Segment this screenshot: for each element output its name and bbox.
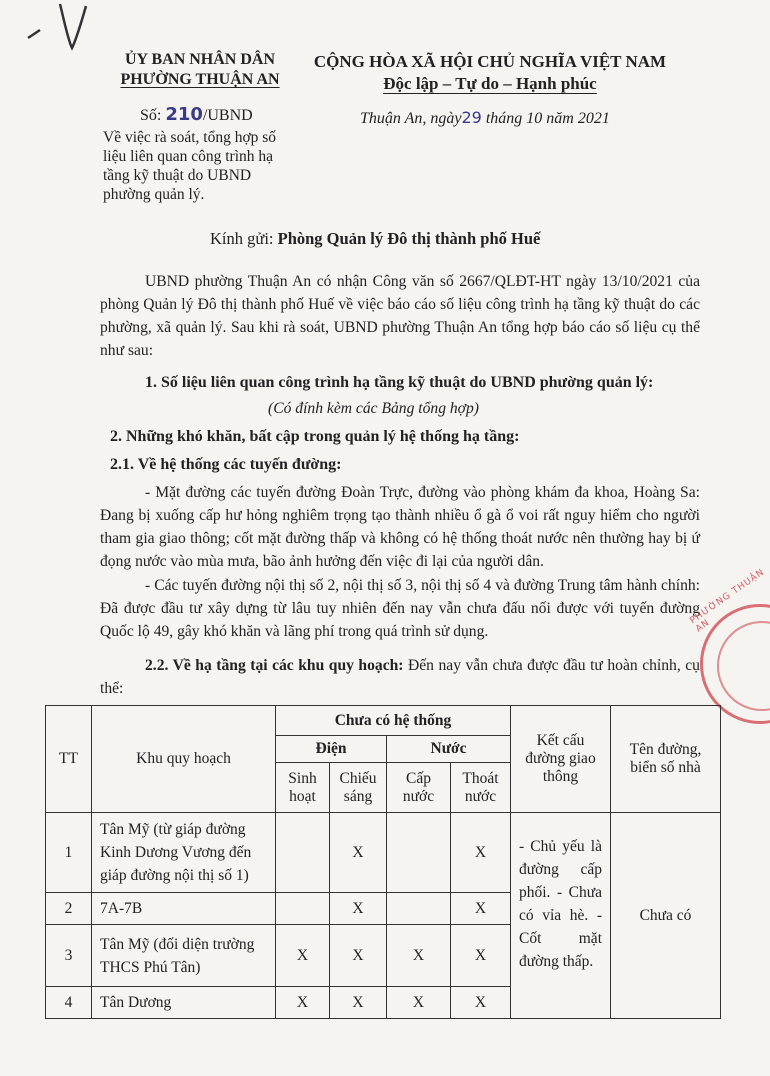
- section21-paragraph2: - Các tuyến đường nội thị số 2, nội thị số 3, nội thị số 4 và đường Trung tâm hành chính: Đã được đầu tư xây dựng từ lâu tuy nhiên đến nay vẫn chưa đấu nối được với tuyến đường Quốc lộ 49, gây khó khăn và lãng phí trong quá trình sử dụng.: [100, 577, 700, 640]
- header-tt: TT: [46, 706, 92, 813]
- place-date: [360, 108, 610, 128]
- header-street-names: Tên đường, biển số nhà: [611, 706, 721, 813]
- national-title: CỘNG HÒA XÃ HỘI CHỦ NGHĨA VIỆT NAM: [313, 52, 667, 71]
- cell-tt: 1: [46, 813, 92, 893]
- cell-elec-living: X: [276, 925, 330, 987]
- cell-tt: 2: [46, 893, 92, 925]
- recipient-label: Kính gửi:: [210, 229, 274, 248]
- section22-paragraph: [100, 654, 700, 700]
- national-motto: Độc lập – Tự do – Hạnh phúc: [383, 74, 597, 93]
- cell-tt: 3: [46, 925, 92, 987]
- section1-note: (Có đính kèm các Bảng tổng hợp): [268, 400, 479, 417]
- cell-elec-living: X: [276, 987, 330, 1019]
- recipient-name: Phòng Quản lý Đô thị thành phố Huế: [277, 229, 541, 248]
- stamp-text: PHƯỜNG THUẬN AN: [688, 567, 767, 635]
- header-elec-living: Sinh hoạt: [276, 763, 330, 813]
- doc-number-prefix: Số:: [140, 107, 162, 124]
- subject-line: liệu liên quan công trình hạ: [103, 148, 274, 165]
- intro-paragraph: UBND phường Thuận An có nhận Công văn số 2667/QLĐT-HT ngày 13/10/2021 của phòng Quản lý Đô thị thành phố Huế về việc báo cáo số liệu công trình hạ tầng kỹ thuật do các phường, xã quản lý. Sau khi rà soát, UBND phường Thuận An tổng hợp báo cáo số liệu cụ thể như sau:: [100, 273, 700, 359]
- header-water-supply: Cấp nước: [387, 763, 451, 813]
- issuing-authority: [100, 50, 300, 90]
- cell-water-supply: X: [387, 987, 451, 1019]
- subject-line: phường quản lý.: [103, 186, 205, 203]
- subject-block: [103, 128, 311, 204]
- cell-water-drain: X: [451, 813, 511, 893]
- place-date-prefix: Thuận An, ngày: [360, 110, 462, 127]
- issuing-authority-line2: PHƯỜNG THUẬN AN: [120, 71, 280, 88]
- cell-zone: Tân Mỹ (đối diện trường THCS Phú Tân): [92, 925, 276, 987]
- cell-tt: 4: [46, 987, 92, 1019]
- cell-elec-lighting: X: [330, 987, 387, 1019]
- header-electric: Điện: [276, 736, 387, 763]
- header-zone: Khu quy hoạch: [92, 706, 276, 813]
- cell-elec-living: [276, 813, 330, 893]
- section21-paragraph1: - Mặt đường các tuyến đường Đoàn Trực, đường vào phòng khám đa khoa, Hoàng Sa: Đang bị xuống cấp hư hỏng nghiêm trọng tạo thành nhiều ổ gà ổ voi rất nguy hiểm cho người tham gia giao thông; cốt mặt đường thấp và không có hệ thống thoát nước nên thường hay bị ứ đọng nước vào mùa mưa, bão ảnh hưởng đến việc đi lại của người dân.: [100, 484, 700, 570]
- cell-elec-lighting: X: [330, 893, 387, 925]
- subject-line: Về việc rà soát, tổng hợp số: [103, 129, 277, 146]
- section1-title: 1. Số liệu liên quan công trình hạ tầng kỹ thuật do UBND phường quản lý:: [145, 374, 654, 391]
- doc-number-suffix: /UBND: [202, 107, 253, 124]
- doc-number-handwritten: 210: [165, 104, 203, 125]
- place-date-suffix: tháng 10 năm 2021: [485, 110, 610, 127]
- cell-elec-lighting: X: [330, 813, 387, 893]
- cell-water-supply: [387, 893, 451, 925]
- cell-elec-living: [276, 893, 330, 925]
- cell-water-drain: X: [451, 893, 511, 925]
- cell-zone: Tân Mỹ (từ giáp đường Kinh Dương Vương đến giáp đường nội thị số 1): [92, 813, 276, 893]
- cell-zone: Tân Dương: [92, 987, 276, 1019]
- header-missing-systems: Chưa có hệ thống: [276, 706, 511, 736]
- issuing-authority-line1: ỦY BAN NHÂN DÂN: [124, 51, 276, 68]
- section22-text: Đến nay vẫn chưa được đầu tư hoàn chỉnh, cụ thể:: [100, 657, 700, 697]
- cell-zone: 7A-7B: [92, 893, 276, 925]
- recipient: [210, 229, 540, 249]
- cell-water-supply: X: [387, 925, 451, 987]
- national-title-block: [300, 52, 680, 94]
- cell-water-drain: X: [451, 925, 511, 987]
- cell-water-supply: [387, 813, 451, 893]
- date-day-handwritten: 29: [461, 108, 482, 127]
- stamp-inner-ring: [717, 621, 770, 711]
- table-row: [46, 813, 721, 893]
- header-water-drain: Thoát nước: [451, 763, 511, 813]
- handwritten-checkmark-icon: [20, 0, 90, 55]
- header-water: Nước: [387, 736, 511, 763]
- header-elec-lighting: Chiếu sáng: [330, 763, 387, 813]
- cell-street-names: Chưa có: [611, 813, 721, 1019]
- section2-title: 2. Những khó khăn, bất cập trong quản lý hệ thống hạ tầng:: [110, 428, 520, 445]
- section22-title: 2.2. Về hạ tầng tại các khu quy hoạch:: [145, 657, 404, 674]
- cell-water-drain: X: [451, 987, 511, 1019]
- cell-elec-lighting: X: [330, 925, 387, 987]
- cell-road-structure: - Chủ yếu là đường cấp phối. - Chưa có vỉa hè. - Cốt mặt đường thấp.: [511, 813, 611, 1019]
- section21-title: 2.1. Về hệ thống các tuyến đường:: [110, 456, 342, 473]
- subject-line: tầng kỹ thuật do UBND: [103, 167, 252, 184]
- header-road-structure: Kết cấu đường giao thông: [511, 706, 611, 813]
- planning-zones-table: [45, 705, 721, 1019]
- document-number: [140, 104, 253, 125]
